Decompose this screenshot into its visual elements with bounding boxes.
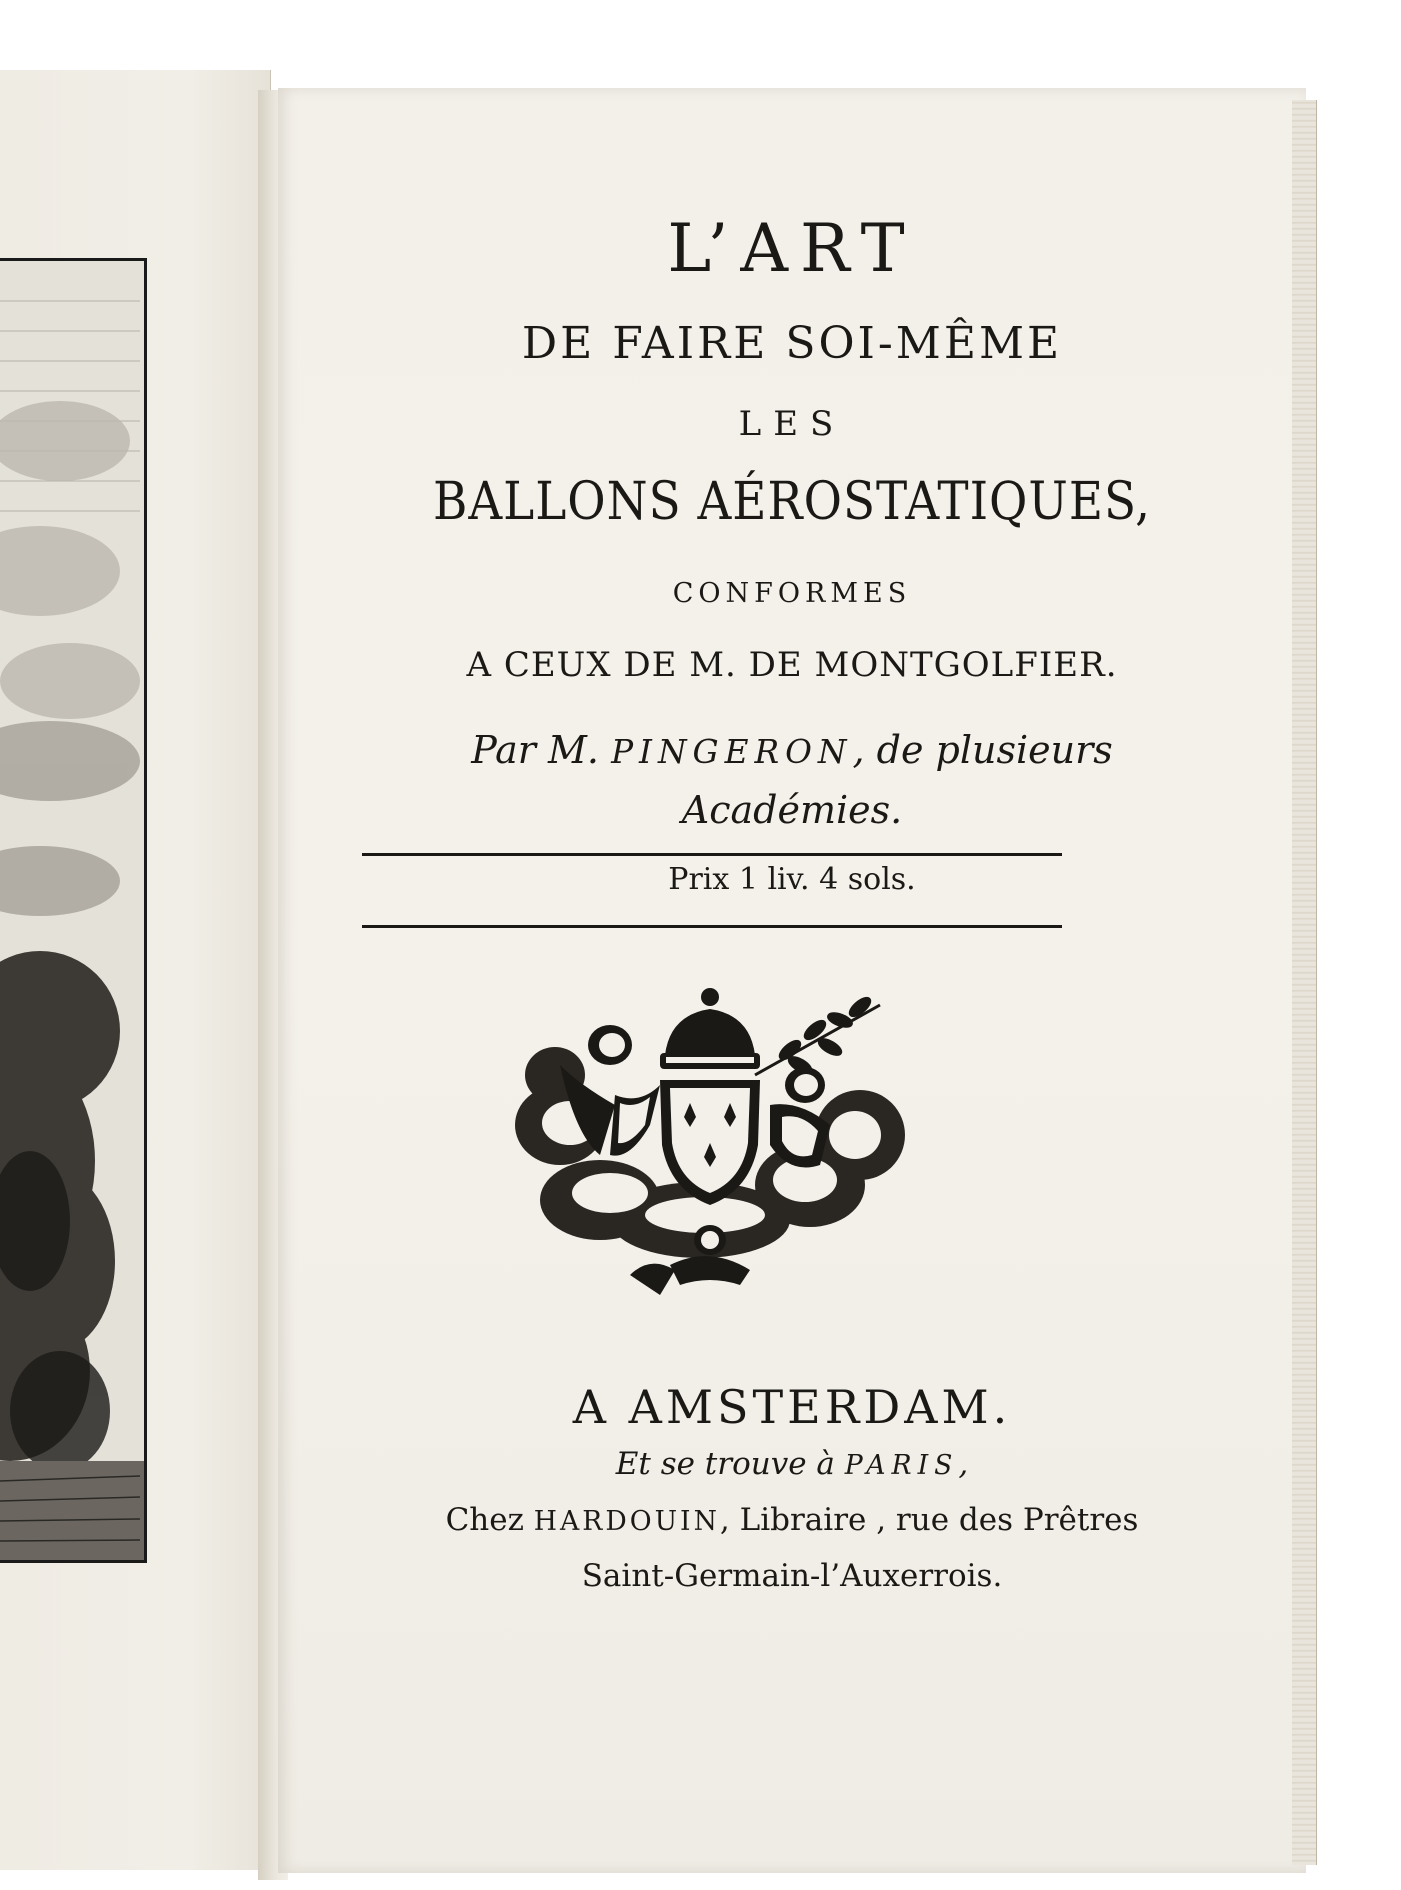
- royal-arms-vignette: [500, 985, 920, 1305]
- frontispiece-engraving: [0, 258, 147, 1563]
- imprint-line-3-b: HARDOUIN: [533, 1506, 720, 1537]
- title-line-2: DE FAIRE SOI-MÊME: [521, 318, 1063, 369]
- imprint-line-4: Saint-Germain-l’Auxerrois.: [581, 1558, 1003, 1594]
- author-line-2: Académies.: [681, 788, 903, 832]
- title-line-3: LES: [738, 404, 846, 444]
- author-line: [278, 728, 1306, 772]
- bottom-rule: [362, 925, 1062, 928]
- imprint-line-3: [278, 1502, 1306, 1538]
- title-line-4: BALLONS AÉROSTATIQUES,: [432, 472, 1152, 532]
- top-rule: [362, 853, 1062, 856]
- imprint-line-2: [278, 1446, 1306, 1482]
- title-line-5: CONFORMES: [672, 578, 912, 609]
- author-name: PINGERON: [611, 733, 853, 771]
- imprint-city: A AMSTERDAM.: [572, 1380, 1012, 1434]
- author-prefix: Par M.: [471, 728, 599, 772]
- author-suffix: , de plusieurs: [852, 728, 1113, 772]
- imprint-line-2-a: Et se trouve à: [615, 1446, 835, 1482]
- imprint-line-3-c: , Libraire , rue des Prêtres: [719, 1502, 1139, 1538]
- title-line-1: L’ART: [667, 210, 917, 287]
- title-line-6: A CEUX DE M. DE MONTGOLFIER.: [466, 645, 1118, 685]
- price-line: Prix 1 liv. 4 sols.: [668, 862, 916, 897]
- imprint-line-2-b: PARIS: [844, 1450, 959, 1481]
- imprint-line-3-a: Chez: [445, 1502, 524, 1538]
- imprint-line-2-c: ,: [958, 1446, 969, 1482]
